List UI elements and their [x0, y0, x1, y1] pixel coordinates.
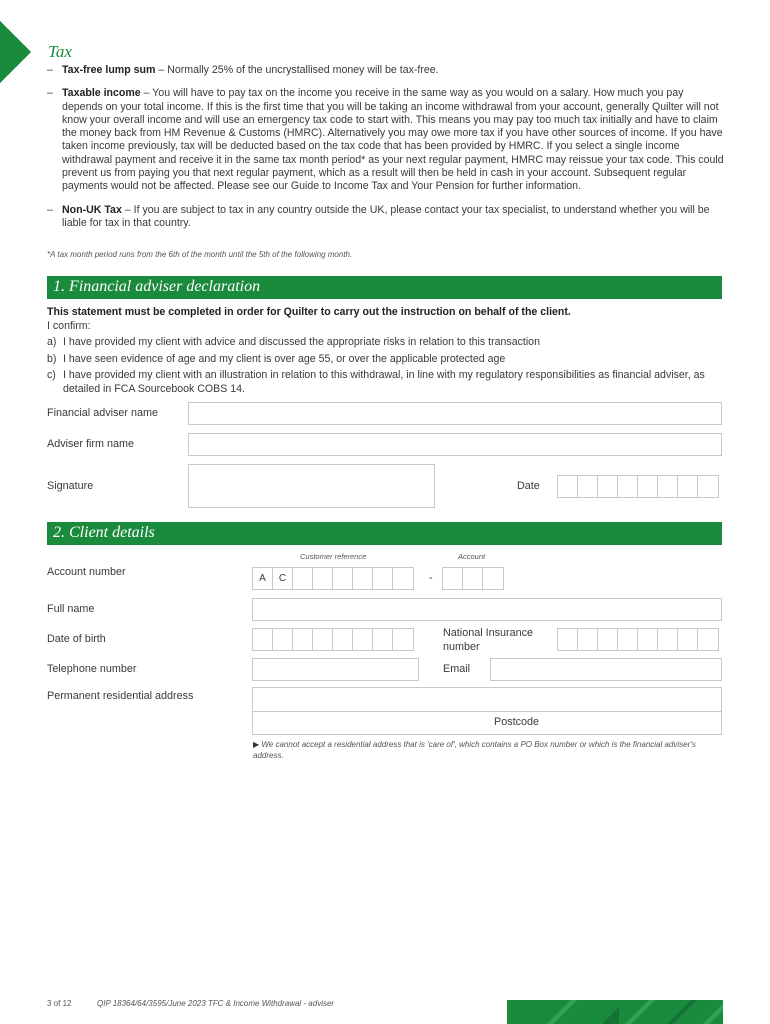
section-2-title: 2. Client details: [53, 524, 155, 541]
tax-footnote: *A tax month period runs from the 6th of the month until the 5th of the following month.: [47, 250, 353, 259]
page-number: 3 of 12: [47, 999, 72, 1008]
full-name-label: Full name: [47, 603, 95, 615]
telephone-input[interactable]: [252, 658, 419, 681]
declaration-confirm: I confirm:: [47, 320, 91, 332]
email-label: Email: [443, 663, 470, 675]
firm-name-input[interactable]: [188, 433, 722, 456]
dob-input[interactable]: [252, 628, 414, 651]
date-label: Date: [517, 480, 540, 492]
adviser-name-label: Financial adviser name: [47, 407, 159, 419]
section-1-title: 1. Financial adviser declaration: [53, 278, 261, 295]
tax-item-title: Tax-free lump sum: [62, 64, 156, 76]
firm-name-label: Adviser firm name: [47, 438, 134, 450]
account-number-label: Account number: [47, 566, 126, 578]
brand-corner-mark: [0, 21, 31, 83]
declaration-lead: This statement must be completed in order for Quilter to carry out the instruction on behalf of the client.: [47, 306, 571, 318]
list-item: b) I have seen evidence of age and my client is over age 55, or over the applicable protected age: [47, 352, 506, 365]
adviser-name-input[interactable]: [188, 402, 722, 425]
tax-item-text: – You will have to pay tax on the income you receive in the same way as you would on a salary. How much you pay depends on your total income. If this is the first time that you will be taking an income withdrawal from your account, generally Quilter will not know your overall income and will use an emergency tax code to start with. This means you may pay too much tax initially and have to claim the money back from HM Revenue & Customs (HMRC). Alternatively you may owe more tax if you have other sources of income. If you have taken income previously, tax will be deducted based on the tax code that has been provided by HMRC. If you select a single income withdrawal payment and receive it in the same tax month period* as your next regular payment, HMRC may reissue your tax code. This could prevent us from paying you that next regular payment, which as a result will then be held in cash in your account. Subsequent regular payments would not be affected. Please see our Guide to Income Tax and Your Pension for further information.: [62, 87, 724, 193]
dob-label: Date of birth: [47, 633, 106, 645]
address-label: Permanent residential address: [47, 690, 194, 702]
customer-reference-input[interactable]: A C: [252, 567, 414, 590]
list-item: c) I have provided my client with an illustration in relation to this withdrawal, in line with my regulatory responsibilities as financial adviser, as detailed in FCA Sourcebook COBS 14.: [47, 369, 705, 395]
tax-item-title: Taxable income: [62, 87, 141, 100]
address-input[interactable]: [252, 687, 722, 735]
declaration-list: [47, 336, 727, 399]
footer-brand-band: [507, 1000, 723, 1024]
telephone-label: Telephone number: [47, 663, 137, 675]
ni-number-input[interactable]: [557, 628, 719, 651]
brand-pattern-icon: [507, 1000, 723, 1024]
signature-label: Signature: [47, 480, 94, 492]
full-name-input[interactable]: [252, 598, 722, 621]
list-item: – Tax-free lump sum – Normally 25% of the uncrystallised money will be tax-free.: [47, 64, 439, 76]
ni-number-label: National Insurance number: [443, 627, 534, 653]
section-1-header: [47, 276, 722, 299]
tax-item-title: Non-UK Tax: [62, 203, 122, 216]
address-note: ▶ We cannot accept a residential address that is 'care of', which contains a PO Box number or which is the financial adviser's address.: [253, 740, 696, 760]
tax-item-text: – If you are subject to tax in any country outside the UK, please contact your tax specialist, to understand whether you will be liable for tax in that country.: [62, 203, 710, 229]
account-caption: Account: [458, 552, 486, 561]
document-reference: QIP 18364/64/3595/June 2023 TFC & Income Withdrawal - adviser: [97, 999, 335, 1008]
email-input[interactable]: [490, 658, 722, 681]
date-input[interactable]: [557, 475, 719, 498]
tax-heading: Tax: [48, 42, 72, 61]
list-item: – Non-UK Tax – If you are subject to tax in any country outside the UK, please contact your tax specialist, to understand whether you will be liable for tax in that country.: [47, 203, 710, 229]
list-item: a) I have provided my client with advice and discussed the appropriate risks in relation to this transaction: [47, 336, 540, 348]
customer-reference-caption: Customer reference: [300, 552, 367, 561]
signature-field[interactable]: [188, 464, 435, 508]
section-2-header: [47, 522, 722, 545]
account-separator: -: [429, 572, 433, 584]
list-item: – Taxable income – You will have to pay tax on the income you receive in the same way as you would on a salary. How much you pay depends on your total income. If this is the first time that you will be taking an income withdrawal from your account, generally Quilter will not know your overall income and will use an emergency tax code to start with. This means you may pay too much tax initially and have to claim the money back from HM Revenue & Customs (HMRC). Alternatively you may owe more tax if you have other sources of income. If you have taken income previously, tax will be deducted based on the tax code that has been provided by HMRC. If you select a single income withdrawal payment and receive it in the same tax month period* as your next regular payment, HMRC may reissue your tax code. This could prevent us from paying you that next regular payment, which as a result will then be held in cash in your account. Subsequent regular payments would not be affected. Please see our Guide to Income Tax and Your Pension for further information.: [47, 87, 724, 193]
account-input[interactable]: [442, 567, 504, 590]
tax-list: [47, 64, 725, 240]
tax-item-text: – Normally 25% of the uncrystallised money will be tax-free.: [155, 64, 439, 76]
triangle-right-icon: ▶: [253, 740, 260, 749]
postcode-label: Postcode: [494, 716, 540, 728]
